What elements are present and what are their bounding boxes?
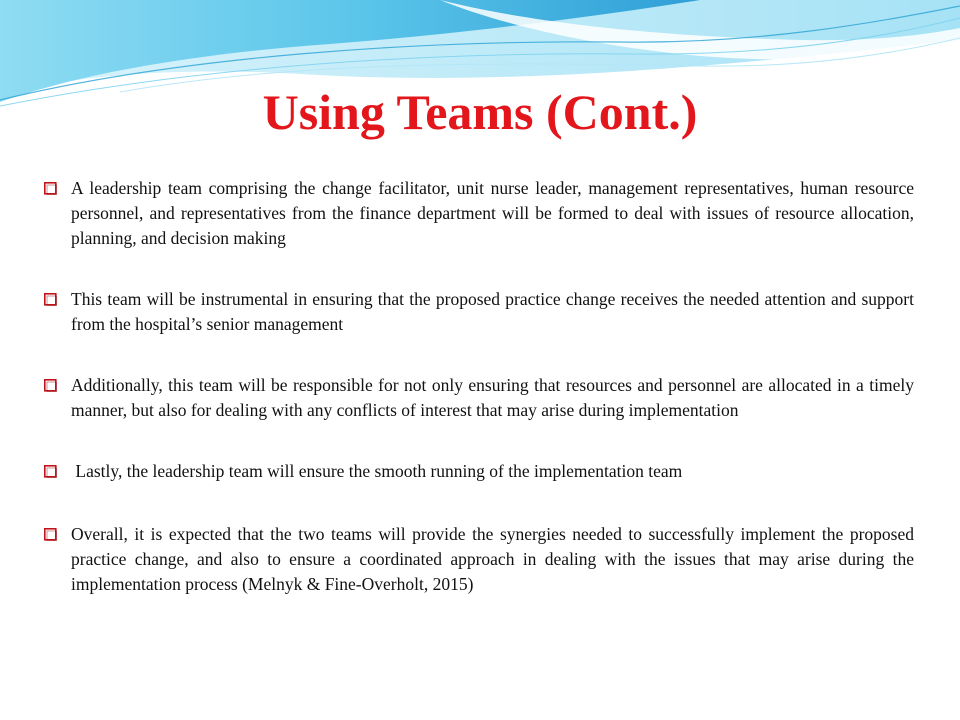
- bullet-text: Additionally, this team will be responsible for not only ensuring that resources and personnel are allocated in a timely manner, but also for dealing with any conflicts of interest that may arise during implementation: [71, 375, 914, 420]
- bullet-item: [44, 522, 914, 597]
- bullet-item: [44, 459, 914, 484]
- bullet-item: [44, 287, 914, 337]
- bullet-text: Overall, it is expected that the two teams will provide the synergies needed to successfully implement the proposed practice change, and also to ensure a coordinated approach in dealing with the issues that may arise during the implementation process (Melnyk & Fine-Overholt, 2015): [71, 524, 914, 594]
- bullet-list: [44, 176, 914, 633]
- bullet-text: A leadership team comprising the change facilitator, unit nurse leader, management representatives, human resource personnel, and representatives from the finance department will be formed to deal with issues of resource allocation, planning, and decision making: [71, 178, 914, 248]
- bullet-item: [44, 176, 914, 251]
- checkbox-bullet-icon: [44, 182, 57, 195]
- slide-title: Using Teams (Cont.): [262, 84, 698, 140]
- bullet-text: Lastly, the leadership team will ensure the smooth running of the implementation team: [71, 461, 683, 481]
- checkbox-bullet-icon: [44, 293, 57, 306]
- checkbox-bullet-icon: [44, 379, 57, 392]
- checkbox-bullet-icon: [44, 528, 57, 541]
- checkbox-bullet-icon: [44, 465, 57, 478]
- bullet-text: This team will be instrumental in ensuring that the proposed practice change receives the needed attention and support from the hospital’s senior management: [71, 289, 914, 334]
- bullet-item: [44, 373, 914, 423]
